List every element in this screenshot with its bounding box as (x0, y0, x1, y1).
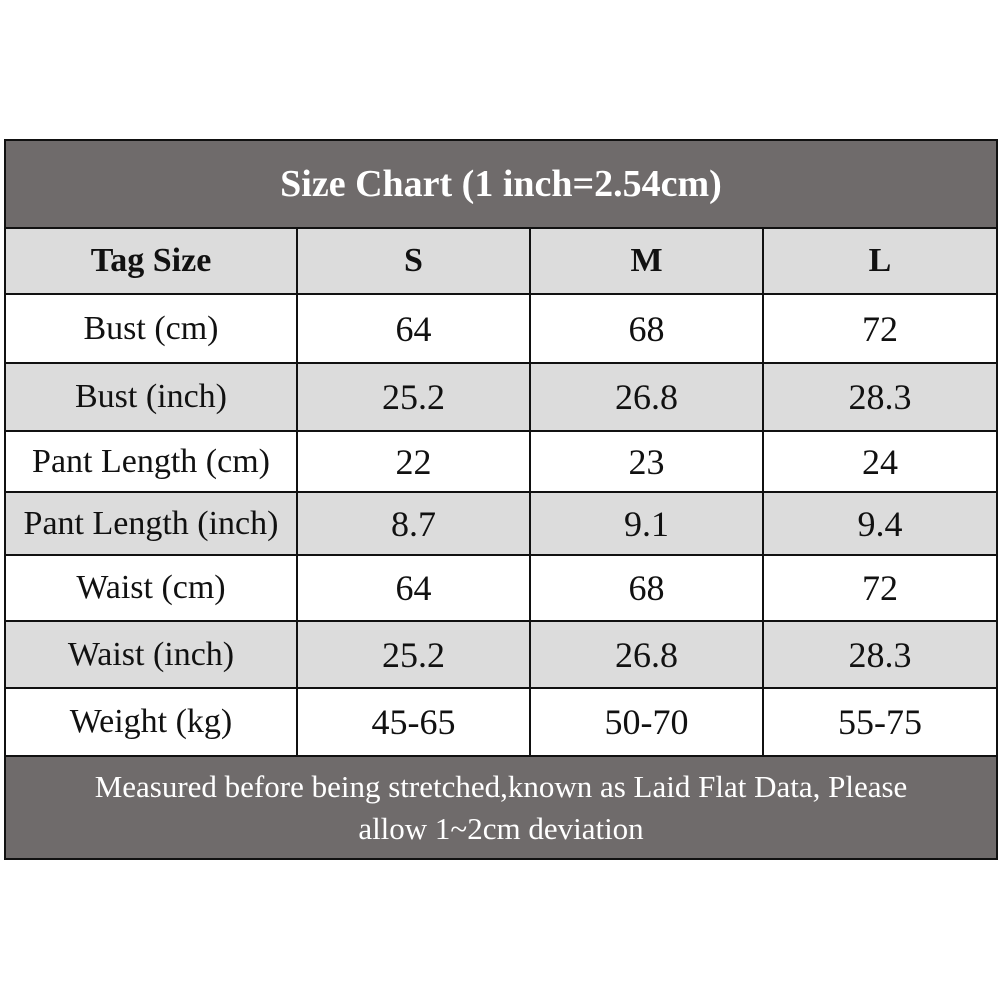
table-row (6, 432, 996, 493)
table-title: Size Chart (1 inch=2.54cm) (6, 141, 996, 229)
cell-value: 68 (531, 295, 764, 362)
row-label: Bust (cm) (6, 295, 298, 362)
cell-value: 68 (531, 556, 764, 620)
header-tag-size: Tag Size (6, 229, 298, 293)
cell-value: 26.8 (531, 622, 764, 687)
cell-value: 25.2 (298, 364, 531, 430)
table-header-row (6, 229, 996, 295)
cell-value: 50-70 (531, 689, 764, 755)
cell-value: 26.8 (531, 364, 764, 430)
row-label: Waist (cm) (6, 556, 298, 620)
row-label: Bust (inch) (6, 364, 298, 430)
row-label: Pant Length (cm) (6, 432, 298, 491)
header-size-l: L (764, 229, 996, 293)
cell-value: 8.7 (298, 493, 531, 554)
table-row (6, 556, 996, 622)
cell-value: 9.1 (531, 493, 764, 554)
cell-value: 55-75 (764, 689, 996, 755)
header-size-s: S (298, 229, 531, 293)
cell-value: 64 (298, 295, 531, 362)
cell-value: 22 (298, 432, 531, 491)
footer-note-line-2: allow 1~2cm deviation (358, 810, 644, 846)
cell-value: 72 (764, 556, 996, 620)
row-label: Weight (kg) (6, 689, 298, 755)
cell-value: 24 (764, 432, 996, 491)
cell-value: 45-65 (298, 689, 531, 755)
cell-value: 28.3 (764, 364, 996, 430)
table-row (6, 689, 996, 757)
cell-value: 28.3 (764, 622, 996, 687)
table-footer-note (6, 757, 996, 858)
cell-value: 23 (531, 432, 764, 491)
header-size-m: M (531, 229, 764, 293)
table-row (6, 493, 996, 556)
cell-value: 25.2 (298, 622, 531, 687)
footer-note-line-1: Measured before being stretched,known as Laid Flat Data, Please (94, 768, 908, 804)
row-label: Waist (inch) (6, 622, 298, 687)
table-row (6, 295, 996, 364)
cell-value: 64 (298, 556, 531, 620)
size-chart-table (4, 139, 998, 860)
row-label: Pant Length (inch) (6, 493, 298, 554)
table-row (6, 364, 996, 432)
table-row (6, 622, 996, 689)
cell-value: 72 (764, 295, 996, 362)
cell-value: 9.4 (764, 493, 996, 554)
